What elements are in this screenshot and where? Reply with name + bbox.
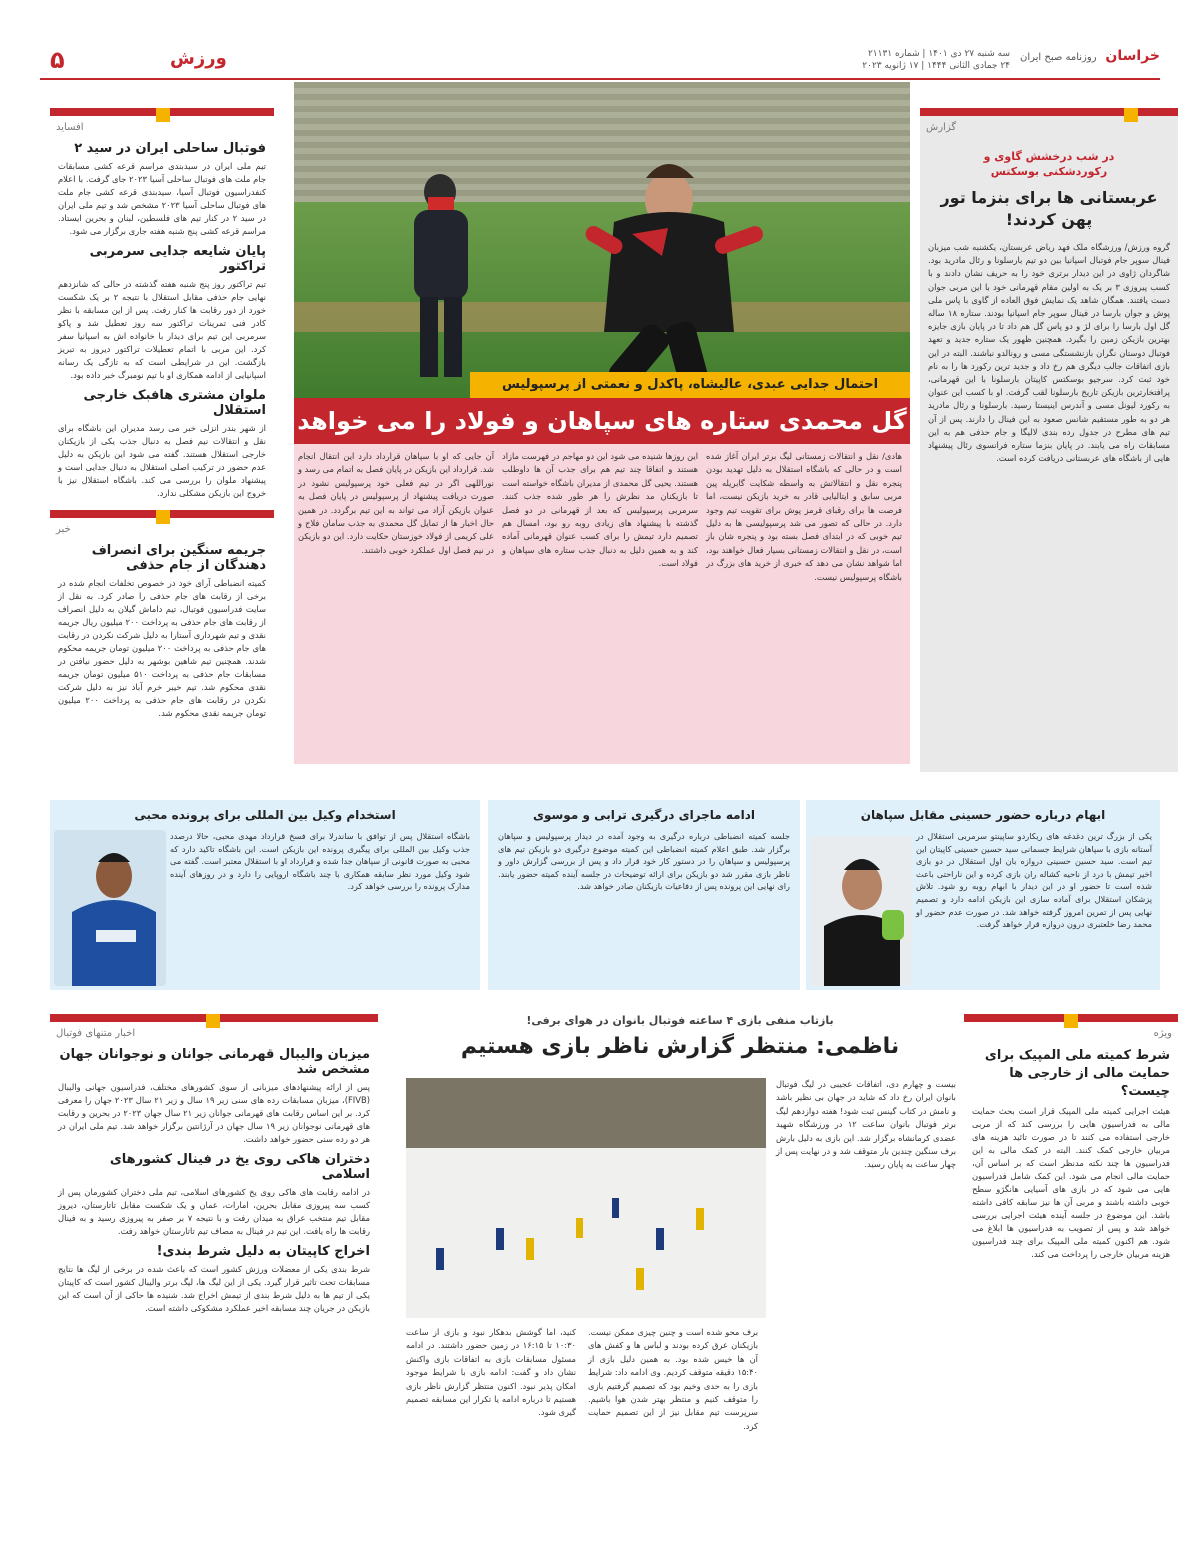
bottom-kicker: بازتاب منفی بازی ۴ ساعته فوتبال بانوان در هوای برفی! [526, 1014, 834, 1027]
news-title: شرط کمیته ملی المپیک برای حمایت مالی از خارجی ها چیست؟ [984, 1048, 1170, 1099]
hero-column-2: این روزها شنیده می شود این دو مهاجم در فهرست مازاد هستند و اتفاقا چند تیم هم برای جذب آن ها داوطلب هستند. یحیی گل محمدی از مدیران باشگاه خواسته است تا بازیکنان مد نظرش را هر طور شده جذب کنند. سرمربی پرسپولیس که بعد از قهرمانی در دو فصل گذشته با پیشنهاد های زیادی روبه رو بود، امسال هم تصمیم دارد تیمش را برای کسب عنوان قهرمانی آماده کند و به همین دلیل به دنبال جذب ستاره های سپاهان و فولاد است. [502, 451, 698, 569]
news-body: تیم ملی ایران در سیدبندی مراسم قرعه کشی مسابقات جام ملت های فوتبال ساحلی آسیا ۲۰۲۳ جای گرفت. با اعلام کنفدراسیون فوتبال آسیا، سیدبندی قرعه کشی جام ملت های فوتبال ساحلی آسیا ۲۰۲۳ مشخص شد و تیم ملی ایران در سید ۲ در کنار تیم های فلسطین، لبنان و بحرین ایستاد. مراسم قرعه کشی پنج شنبه هفته جاری برگزار می شود. [58, 161, 267, 236]
brand-name: خراسان [1105, 48, 1160, 64]
right-sidebar [920, 108, 1178, 778]
section-tag: افساید [56, 122, 84, 133]
section-tag: اخبار متنهای فوتبال [56, 1028, 136, 1039]
players-illustration [384, 82, 904, 404]
news-body: از شهر بندر انزلی خبر می رسد مدیران این باشگاه برای نقل و انتقالات نیم فصل به دنبال جذب یکی از بازیکنان خارجی استقلال هستند. گفته می شود این بازیکن به دلیل عدم حضور در ترکیب اصلی استقلال به دنبال جدایی است و پیشنهاد ملوان را بررسی می کند. باشگاه استقلال نیز با خروج این بازیکن مشکلی ندارد. [58, 423, 266, 498]
box-body: یکی از بزرگ ترین دغدغه های ریکاردو ساپینتو سرمربی استقلال در آستانه بازی با سپاهان شرایط جسمانی سید حسین حسینی کاپیتان این تیم است. سید حسین حسینی دروازه بان اول استقلال در دو بازی اخیر تیمش با درد از ناحیه کشاله ران بازی کرده و این ناراحتی باعث شده است تا حضور او در این دیدار با ابهام روبه رو شود. تلاش پزشکان استقلال برای آماده سازی این بازیکن ادامه دارد و تصمیم نهایی پس از تمرین امروز گرفته خواهد شد. در صورت عدم حضور او محمد رضا خلعتبری درون دروازه قرار خواهد گرفت. [916, 831, 1152, 930]
sidebar-red-bar [920, 108, 1178, 116]
sidebar-red-bar [50, 108, 274, 116]
hero-column-3: آن جایی که او با سپاهان قرارداد دارد این انتقال انجام شد. قرارداد این بازیکن در پایان فصل به اتمام می رسد و نوراللهی اگر در تیم فعلی خود پرسپولیس نشود در صورت دریافت پیشنهاد از پرسپولیس در پایان فصل به عنوان بازیکن آزاد می تواند به این تیم برگردد. در همین حال اخبار ها از تمایل گل محمدی به جذب سامان فلاح و علی کریمی از فولاد خوزستان حکایت دارد. این دو بازیکن در نیم فصل اول عملکرد خوبی داشتند. [298, 451, 494, 555]
news-title: اخراج کاپیتان به دلیل شرط بندی! [156, 1244, 370, 1259]
news-body: پس از ارائه پیشنهادهای میزبانی از سوی کشورهای مختلف، فدراسیون جهانی والیبال (FIVB)، میزبان مسابقات رده های سنی زیر ۱۹ سال و زیر ۲۱ سال ۲۰۲۳ جهان را معرفی کرد. بر این اساس رقابت های قهرمانی جوانان زیر ۲۱ سال جهان ۲۰۲۳ در بحرین و رقابت های قهرمانی نوجوانان زیر ۱۹ سال جهان در آرژانتین برگزار خواهد شد. تیم ملی ایران در هر دو رده سنی حضور خواهد داشت. [58, 1082, 371, 1144]
goalkeeper-photo [810, 836, 912, 986]
sidebar-red-bar [50, 1014, 378, 1022]
date-line-1: سه شنبه ۲۷ دی ۱۴۰۱ | شماره ۲۱۱۳۱ [867, 49, 1010, 59]
hero-photo [294, 82, 910, 404]
box-title: ادامه ماجرای درگیری ترابی و موسوی [532, 808, 755, 822]
hero-article-box [294, 444, 910, 764]
snow-players-illustration [406, 1078, 766, 1318]
article-body: گروه ورزش/ ورزشگاه ملک فهد ریاض عربستان، یکشنبه شب میزبان فینال سوپر جام فوتبال اسپانیا بین دو تیم بارسلونا و رئال مادرید بود. شاگردان ژاوی در این دیدار برتری خود را به حریف نشان دادند و با کسب پیروزی ۳ بر یک به اولین مقام قهرمانی خود با این مربی جوان دست یافتند. همگان شاهد یک نمایش فوق العاده از گاوی با پاس ملی پوش و جوان بارسا در فینال سوپر جام اسپانیا بودند. ستاره ۱۸ ساله گل اول بارسا را برای لژ و دو پاس گل هم داد تا در پایان بازی جایزه بهترین بازیکن زمین را بگیرد. همچنین ظهور یک ستاره جدید و تعهد فوتبال دوستان نگران بازنشستگی مسی و رونالدو نباشند. البته در این بازی اتفاقات جالب دیگری هم رخ داد و جدید ترین رکورد ها را به نام خود ثبت کرد. سرجیو بوسکتس کاپیتان بارسلونا با این قهرمانی، پرافتخارترین بازیکن تاریخ بارسلونا لقب گرفت. او با کسب این عنوان به رکورد لیونل مسی و آندرس اینیستا رسید. بارسلونا و رئال مادرید هر دو به طور مستقیم شانس صعود به این فینال را دارند. پس از آن تیم های مطرح در جدول رده بندی لالیگا و جام حذفی هم به این مسابقات راه می یابند. در پایان بنزما ستاره فرانسوی رئال پیشنهاد هایی از باشگاه های عربستانی دریافت کرده است. [928, 242, 1170, 464]
news-title: ملوان مشتری هافبک خارجی استقلال [83, 388, 266, 418]
section-tag: ویژه [1153, 1028, 1172, 1039]
issue-date [862, 48, 1010, 72]
news-body: کمیته انضباطی آرای خود در خصوص تخلفات انجام شده در برخی از رقابت های جام حذفی را صادر کرد. به نقل از سایت فدراسیون فوتبال، تیم داماش گیلان به دلیل انصراف از رقابت های جام حذفی به پرداخت ۲۰۰ میلیون ریال جریمه نقدی و تیم شهرداری آستارا به دلیل شرکت نکردن در رقابت های جام حذفی به پرداخت ۲۰۰ میلیون تومان جریمه محکوم شدند. همچنین تیم شاهین بوشهر به دلیل حضور نیافتن در مسابقات جام حذفی به پرداخت ۵۱۰ میلیون تومان جریمه نقدی محکوم شد. تیم خیبر خرم آباد نیز به دلیل شرکت نکردن در رقابت های جام حذفی به پرداخت ۲۰۰ میلیون تومان جریمه نقدی محکوم شد. [58, 578, 267, 718]
news-body: هیئت اجرایی کمیته ملی المپیک قرار است بحث حمایت مالی به فدراسیون هایی را بررسی کند که از مربی خارجی استفاده می کنند تا در صورت تائید هزینه های مربیان خارجی کمک کنند. البته در کمک مالی به این فدراسیون ها چند نکته مدنظر است که بر اساس آن، حمایت مالی انجام می شود. این کمک شامل فدراسیون هایی می شود که در بازی های آسیایی هانگژو سطح خوبی داشته باشند و مربی آن ها نیز سابقه کافی داشته باشد. این موضوع در جلسه آینده هیئت اجرایی بررسی خواهد شد و پس از تصویب به فدراسیون ها ابلاغ می شود. هم اکنون کمیته ملی المپیک برای چند فدراسیون هزینه مربیان خارجی را پرداخت می کند. [972, 1106, 1170, 1259]
news-box-hosseini [806, 800, 1160, 990]
bottom-headline: ناظمی: منتظر گزارش ناظر بازی هستیم [460, 1034, 900, 1059]
bottom-right-column [964, 1014, 1178, 1514]
bar-accent [1124, 108, 1138, 122]
bar-accent [156, 108, 170, 122]
bar-accent [1064, 1014, 1078, 1028]
bottom-left-column [50, 1014, 378, 1514]
bottom-column-3: کنید، اما گوشش بدهکار نبود و بازی از ساعت ۱۰:۳۰ تا ۱۶:۱۵ در زمین حضور داشتند. در ادامه مسئول مسابقات بازی به اتفاقات بازی واکنش نشان داد و گفت: ادامه بازی با شرایط موجود امکان پذیر نبود. اکنون منتظر گزارش ناظر بازی هستیم تا درباره ادامه یا تکرار این مسابقه تصمیم گیری شود. [406, 1327, 576, 1418]
news-box-mohebi [50, 800, 480, 990]
page-header [40, 44, 1160, 80]
section-title: ورزش [170, 48, 227, 69]
article-kicker: در شب درخشش گاوی و رکوردشکنی بوسکتس [983, 150, 1115, 178]
article-title: عربستانی ها برای بنزما تور پهن کردند! [940, 188, 1158, 229]
box-body: باشگاه استقلال پس از توافق با ساندرلا برای فسخ قرارداد مهدی محبی، حالا درصدد جذب وکیل بین المللی برای پیگیری پرونده این بازیکن است. این باشگاه تاکید دارد که محبی به صورت قانونی از سپاهان جدا شده و قرارداد او با استقلال معتبر است. گفته می شود وکیل مورد نظر سابقه همکاری با چند باشگاه اروپایی را دارد و در روزهای آینده مدارک پرونده را بررسی خواهد کرد. [170, 831, 470, 892]
news-title: دختران هاکی روی یخ در فینال کشورهای اسلامی [109, 1152, 370, 1182]
date-line-2: ۲۴ جمادی الثانی ۱۴۴۴ | ۱۷ ژانویه ۲۰۲۳ [862, 61, 1010, 71]
section-tag: گزارش [926, 122, 957, 133]
box-body: جلسه کمیته انضباطی درباره درگیری به وجود آمده در دیدار پرسپولیس و سپاهان برگزار شد. طبق اعلام کمیته انضباطی این کمیته موضوع درگیری دو بازیکن تیم های پرسپولیس و سپاهان را در دستور کار خود قرار داد و پس از بررسی گزارش داور و ناظر بازی مقرر شد دو بازیکن برای ارائه توضیحات در جلسه آینده کمیته حضور یابند. رای نهایی این پرونده پس از دفاعیات بازیکنان صادر خواهد شد. [498, 831, 790, 892]
left-sidebar [50, 108, 274, 768]
hero-kicker: احتمال جدایی عبدی، عالیشاه، پاکدل و نعمتی از پرسپولیس [470, 372, 910, 398]
news-title: پایان شایعه جدایی سرمربی تراکتور [89, 244, 266, 274]
newspaper-brand [1020, 48, 1160, 64]
player-photo [54, 830, 166, 986]
brand-subtitle: روزنامه صبح ایران [1019, 52, 1097, 63]
snow-match-photo [406, 1078, 766, 1318]
box-title: استخدام وکیل بین المللی برای پرونده محبی [134, 808, 396, 822]
bottom-column-2: برف محو شده است و چنین چیزی ممکن نیست. بازیکنان عرق کرده بودند و لباس ها و کفش های آن ها خیس شده بود. به همین دلیل بازی از ۱۵:۴۰ دقیقه متوقف کردیم. وی ادامه داد: شرایط بازی را به حدی وخیم بود که تصمیم گرفتیم بازی را متوقف کنیم و منتظر بهتر شدن هوا باشیم. سرپرست تیم مقابل نیز از این تصمیم حمایت کرد. [588, 1327, 758, 1431]
news-box-torabi [488, 800, 800, 990]
news-title: جریمه سنگین برای انصراف دهندگان از جام حذفی [91, 543, 266, 573]
right-sidebar-panel [920, 116, 1178, 772]
hero-headline: گل محمدی ستاره های سپاهان و فولاد را می خواهد [294, 398, 910, 444]
news-body: شرط بندی یکی از معضلات ورزش کشور است که باعث شده در برخی از لیگ ها نتایج مسابقات تحت تاثیر قرار گیرد. یکی از این لیگ ها، لیگ برتر والیبال کشور است که کاپیتان یکی از تیم ها به دلیل شرط بندی از تیمش اخراج شد. شنیده ها حاکی از آن است که این بازیکن در جریان چند مسابقه اخیر عملکرد مشکوکی داشته است. [58, 1264, 370, 1313]
news-title: فوتبال ساحلی ایران در سید ۲ [74, 141, 266, 156]
sidebar-red-bar [50, 510, 274, 518]
box-title: ابهام درباره حضور حسینی مقابل سپاهان [860, 808, 1106, 822]
section-tag: خبر [56, 524, 71, 535]
bar-accent [206, 1014, 220, 1028]
sidebar-red-bar [964, 1014, 1178, 1022]
bar-accent [156, 510, 170, 524]
hero-column-1: هادی/ نقل و انتقالات زمستانی لیگ برتر ایران آغاز شده است و در حالی که باشگاه استقلال به دلیل تهدید بودن پنجره نقل و انتقالاتش به واسطه شکایت گابریله پین مربی سابق و ایتالیایی قادر به خرید بازیکن نیست، اما فرصت ها برای رقبای قرمز پوش برای تقویت تیم وجود دارد. در حالی که تصور می شد پرسپولیسی ها به دلیل تیم خوبی که در ابتدای فصل بسته بود و پنجره شان باز است، در نقل و انتقالات زمستانی بسیار فعال خواهند بود، اما شواهد نشان می دهد که خبری از خرید های بزرگ در باشگاه پرسپولیس نیست. [705, 451, 902, 582]
news-body: تیم تراکتور روز پنج شنبه هفته گذشته در حالی که شانزدهم نهایی جام حذفی مقابل استقلال با نتیجه ۲ بر یک شکست خورد از دور رقابت ها کنار رفت. پس از این مسابقه با نظر کادر فنی تمرینات تراکتور سه روز تعطیل شد و پاکو سرمربی این تیم برای دیدار با خانواده اش به اسپانیا سفر کرد. این مربی با اتمام تعطیلات تراکتور دیروز به تبریز بازگشت. این در شرایطی است که به تازگی یک رسانه اسپانیایی از ادامه همکاری او با تیم نومبرگ خبر داده بود. [58, 279, 266, 380]
news-body: در ادامه رقابت های هاکی روی یخ کشورهای اسلامی، تیم ملی دختران کشورمان پس از کسب سه پیروزی مقابل بحرین، امارات، عمان و یک شکست مقابل تاتارستان، دیروز مقابل تیم منتخب عراق به میدان رفت و با نتیجه ۷ بر صفر به پیروزی رسید و به فینال رقابت ها راه یافت. این تیم در فینال به مصاف تیم تاتارستان خواهد رفت. [58, 1187, 370, 1236]
page-number: ۵ [50, 46, 65, 74]
bottom-column-1: بیست و چهارم دی، اتفاقات عجیبی در لیگ فوتبال بانوان ایران رخ داد که شاید در جهان بی نظیر باشد و نامش در کتاب گینس ثبت شود! هفته دوازدهم لیگ برتر فوتبال بانوان ساعت ۱۲ در ورزشگاه شهید عضدی کرمانشاه برگزار شد. این بازی به دلیل بارش برف سنگین چندین بار متوقف شد و در نهایت پس از چهار ساعت به پایان رسید. [776, 1079, 956, 1170]
news-title: میزبان والیبال قهرمانی جوانان و نوجوانان جهان مشخص شد [59, 1047, 370, 1077]
